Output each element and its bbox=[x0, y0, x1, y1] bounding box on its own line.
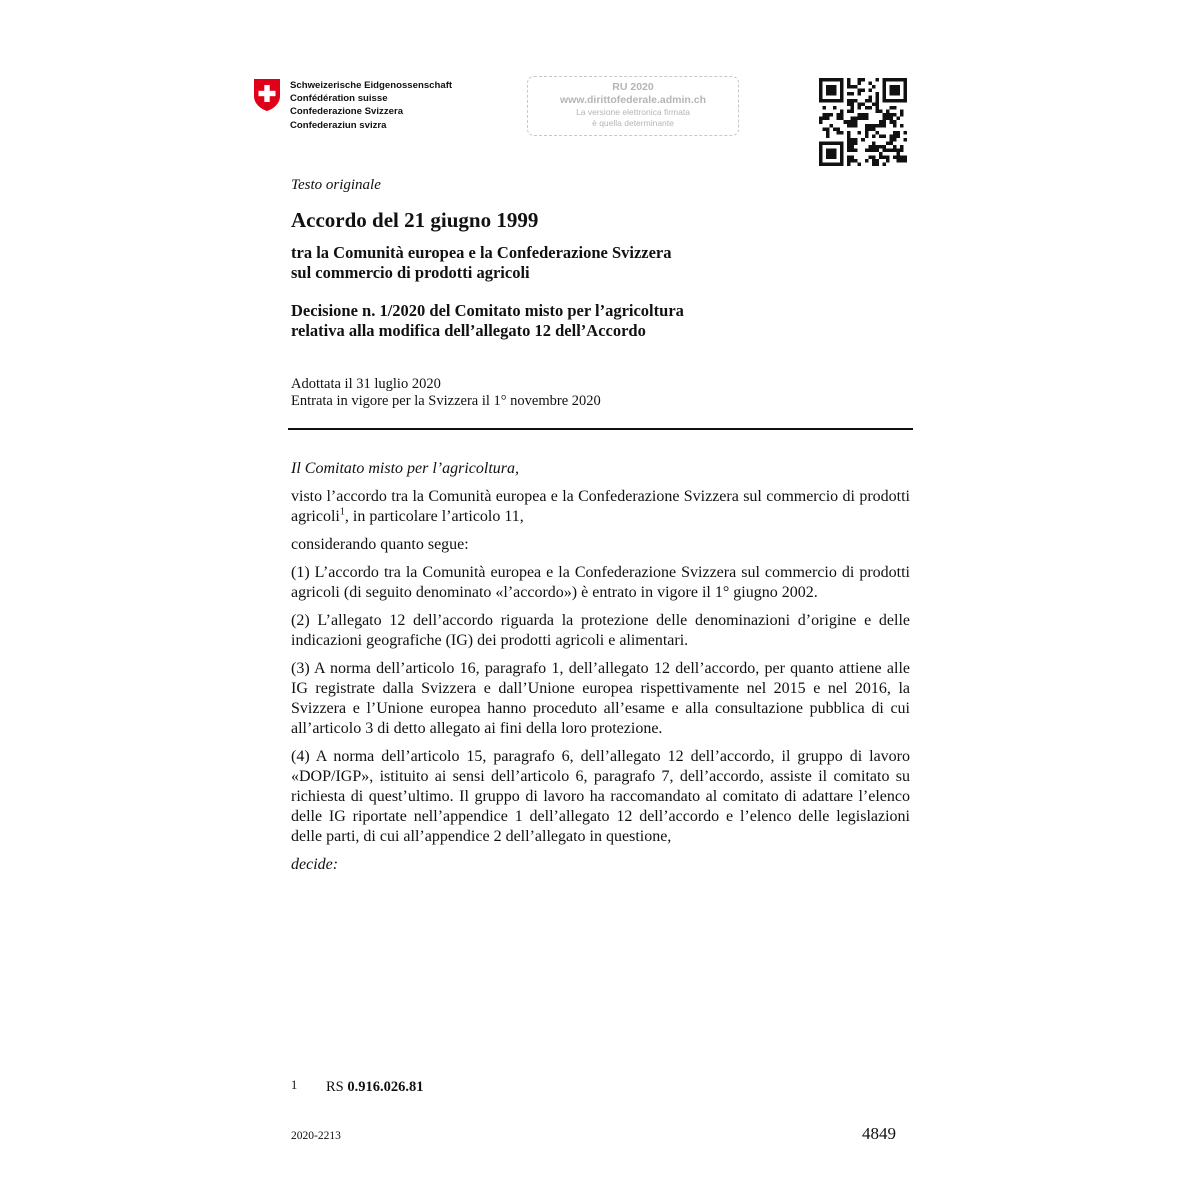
footnote-reference: 0.916.026.81 bbox=[347, 1079, 424, 1095]
considerando-line: considerando quanto segue: bbox=[291, 536, 469, 553]
document-subtitle bbox=[291, 243, 911, 283]
dates-block bbox=[291, 376, 601, 409]
federation-name-fr: Confédération suisse bbox=[290, 93, 388, 105]
stamp-ru: RU 2020 bbox=[612, 81, 654, 93]
separator-rule bbox=[288, 428, 913, 430]
footnote-number: 1 bbox=[291, 1078, 298, 1092]
qr-code-icon bbox=[819, 78, 907, 166]
footnote-prefix: RS bbox=[326, 1079, 348, 1095]
subtitle-line-2: sul commercio di prodotti agricoli bbox=[291, 263, 530, 282]
visto-text: visto l’accordo tra la Comunità europea e la Confederazione Svizzera sul commercio di prodotti agricoli bbox=[291, 488, 910, 525]
document-body bbox=[291, 459, 910, 883]
stamp-note-1: La versione elettronica firmata bbox=[576, 107, 690, 117]
visto-text-end: , in particolare l’articolo 11, bbox=[344, 508, 524, 525]
federation-name-rm: Confederaziun svizra bbox=[290, 119, 387, 131]
recital-4: (4) A norma dell’articolo 15, paragrafo 6, dell’allegato 12 dell’accordo, il gruppo di lavoro «DOP/IGP», istituito ai sensi dell’articolo 6, paragrafo 7, dell’accordo, assiste il comitato su richiesta di quest’ultimo. Il gruppo di lavoro ha raccomandato al comitato di adattare l’elenco delle IG riportate nell’appendice 1 dell’allegato 12 dell’accordo e l’elenco delle legislazioni delle parti, di cui all’appendice 2 dell’allegato in questione, bbox=[291, 748, 910, 845]
swiss-cross-icon bbox=[252, 78, 282, 112]
footnote-text bbox=[326, 1079, 424, 1096]
decide-line: decide: bbox=[291, 856, 339, 873]
recital-1: (1) L’accordo tra la Comunità europea e la Confederazione Svizzera sul commercio di prodotti agricoli (di seguito denominato «l’accordo») è entrato in vigore il 1° giugno 2002. bbox=[291, 564, 910, 601]
page-number: 4849 bbox=[862, 1124, 896, 1143]
federation-names bbox=[290, 79, 452, 132]
decision-title bbox=[291, 301, 911, 341]
committee-line: Il Comitato misto per l’agricoltura, bbox=[291, 460, 519, 477]
original-text-label: Testo originale bbox=[291, 177, 381, 193]
subtitle-line-1: tra la Comunità europea e la Confederazione Svizzera bbox=[291, 243, 672, 262]
visto-paragraph bbox=[291, 487, 910, 527]
decision-line-2: relativa alla modifica dell’allegato 12 dell’Accordo bbox=[291, 321, 646, 340]
stamp-url: www.dirittofederale.admin.ch bbox=[559, 94, 707, 106]
federation-name-de: Schweizerische Eidgenossenschaft bbox=[290, 80, 453, 91]
stamp-note-2: è quella determinante bbox=[592, 118, 674, 128]
recital-2: (2) L’allegato 12 dell’accordo riguarda la protezione delle denominazioni d’origine e delle indicazioni geografiche (IG) dei prodotti agricoli e alimentari. bbox=[291, 612, 910, 649]
federation-name-it: Confederazione Svizzera bbox=[290, 106, 404, 118]
recital-3: (3) A norma dell’articolo 16, paragrafo 1, dell’allegato 12 dell’accordo, per quanto attiene alle IG registrate dalla Svizzera e dall’Unione europea rispettivamente nel 2015 e nel 2016, la Svizzera e l’Unione europea hanno proceduto all’esame e alla consultazione pubblica di cui all’articolo 3 di detto allegato ai fini della loro protezione. bbox=[291, 660, 910, 737]
document-code: 2020-2213 bbox=[291, 1130, 341, 1142]
in-force-date: Entrata in vigore per la Svizzera il 1° novembre 2020 bbox=[291, 392, 601, 409]
footnote-ref: 1 bbox=[339, 506, 345, 518]
document-title: Accordo del 21 giugno 1999 bbox=[291, 208, 539, 232]
publication-stamp bbox=[527, 76, 739, 136]
adopted-date: Adottata il 31 luglio 2020 bbox=[291, 376, 441, 392]
decision-line-1: Decisione n. 1/2020 del Comitato misto per l’agricoltura bbox=[291, 301, 684, 320]
